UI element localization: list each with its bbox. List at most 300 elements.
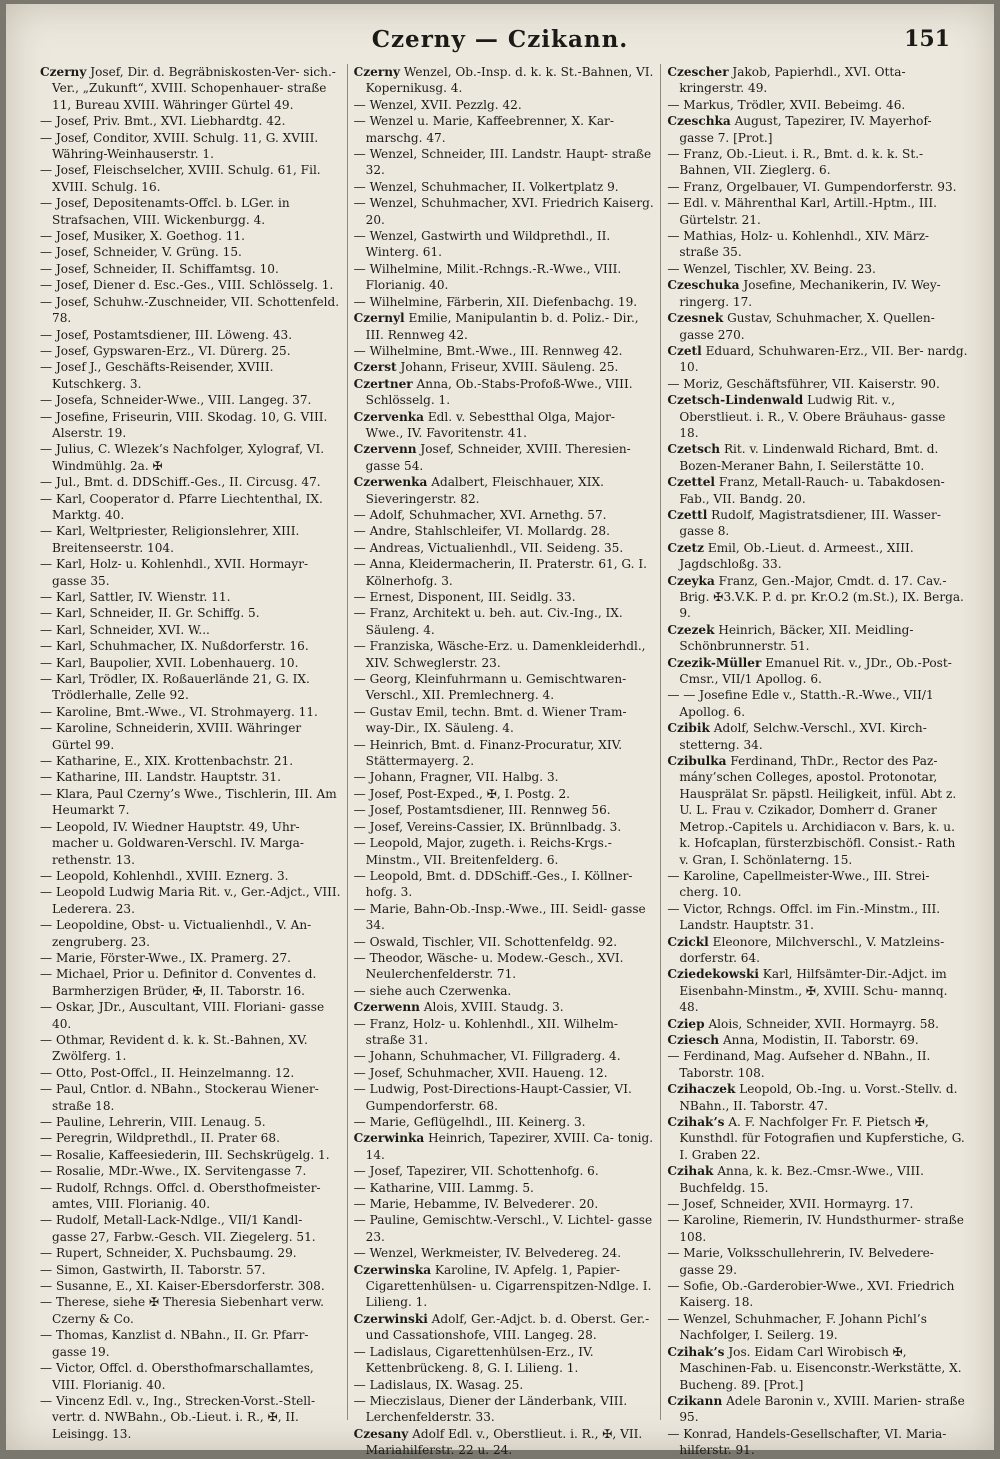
- entry-text: — Wenzel, Schuhmacher, XVI. Friedrich Kaiserg. 20.: [353, 196, 654, 227]
- directory-entry: [665, 113, 968, 146]
- entry-text: Karoline, IV. Apfelg. 1, Papier- Cigarettenhülsen- u. Cigarrenspitzen-Ndlge. I. Liliеng. 1.: [365, 1262, 652, 1310]
- entry-surname: Czettl: [667, 507, 708, 522]
- directory-entry: [665, 720, 968, 753]
- entry-text: — Markus, Trödler, XVII. Bebeimg. 46.: [667, 97, 906, 112]
- entry-text: — Leopold, Bmt. d. DDSchiff.-Ges., I. Köllner- hofg. 3.: [353, 868, 633, 900]
- directory-entry: [38, 1032, 341, 1065]
- directory-entry: [38, 819, 341, 868]
- entry-text: — Georg, Kleinfuhrmann u. Gemischtwaren- Verschl., XII. Premlechnerg. 4.: [353, 672, 627, 703]
- entry-text: — Ludwig, Post-Directions-Haupt-Cassier, VI. Gumpendorferstr. 68.: [353, 1082, 632, 1113]
- directory-entry: [665, 540, 968, 573]
- entry-text: — Josef, Schneider, XVII. Hormayrg. 17.: [667, 1197, 914, 1212]
- directory-entry: [352, 228, 655, 261]
- entry-text: — Heinrich, Bmt. d. Finanz-Procuratur, XIV. Stättermayerg. 2.: [353, 737, 623, 769]
- entry-surname: Czetl: [667, 343, 702, 358]
- entry-surname: Cziesch: [667, 1032, 720, 1047]
- directory-entry: [38, 884, 341, 917]
- directory-entry: [352, 1016, 655, 1049]
- directory-entry: [665, 1212, 968, 1245]
- directory-entry: [665, 1245, 968, 1278]
- directory-entry: [38, 720, 341, 753]
- entry-text: — Wenzel, Tischler, XV. Being. 23.: [667, 261, 876, 276]
- entry-surname: Czerwinska: [353, 1262, 432, 1277]
- entry-text: — Rosalie, Kaffeesiederin, III. Sechskrügelg. 1.: [40, 1147, 330, 1162]
- directory-entry: [38, 1114, 341, 1130]
- entry-text: — Konrad, Handels-Gesellschafter, VI. Maria- hilferstr. 91.: [667, 1426, 947, 1458]
- entry-text: Johann, Friseur, XVIII. Säuleng. 25.: [400, 360, 619, 375]
- entry-surname: Czeschuka: [667, 278, 740, 293]
- entry-text: — Josef, Priv. Bmt., XVI. Liebhardtg. 42.: [40, 114, 286, 129]
- directory-entry: [38, 1327, 341, 1360]
- directory-entry: [352, 868, 655, 901]
- entry-text: — Wilhelmine, Färberin, XII. Diefenbachg. 19.: [353, 294, 638, 309]
- entry-text: — Katharine, III. Landstr. Hauptstr. 31.: [40, 770, 281, 785]
- directory-entry: [38, 277, 341, 293]
- entry-text: Adalbert, Fleischhauer, XIX. Sieveringerstr. 82.: [365, 475, 604, 506]
- page-number: 151: [904, 26, 950, 52]
- entry-text: — Susanne, E., XI. Kaiser-Ebersdorferstr. 308.: [40, 1279, 325, 1294]
- entry-text: Alois, Schneider, XVII. Hormayrg. 58.: [708, 1016, 939, 1031]
- directory-entry: [665, 277, 968, 310]
- entry-surname: Czetsch: [667, 442, 721, 457]
- directory-entry: [38, 1212, 341, 1245]
- directory-entry: [38, 441, 341, 474]
- entry-surname: Czerny: [40, 65, 87, 79]
- directory-entry: [38, 244, 341, 260]
- directory-entry: [352, 261, 655, 294]
- directory-entry: [352, 1163, 655, 1179]
- directory-entry: [352, 64, 655, 97]
- directory-entry: [352, 671, 655, 704]
- directory-entry: [352, 999, 655, 1015]
- entry-text: — Josef J., Geschäfts-Reisender, XVIII. Kutschkerg. 3.: [40, 360, 274, 391]
- entry-text: — Karl, Weltpriester, Religionslehrer, XIII. Breitenseerstr. 104.: [40, 524, 300, 555]
- entry-surname: Czescher: [667, 65, 729, 79]
- directory-entry: [352, 310, 655, 343]
- entry-text: — Wilhelmine, Milit.-Rchngs.-R.-Wwe., VIII. Florianig. 40.: [353, 261, 622, 293]
- directory-entry: [38, 589, 341, 605]
- directory-entry: [665, 64, 968, 97]
- directory-entry: [665, 1163, 968, 1196]
- entry-text: Ludwig Rit. v., Oberstlieut. i. R., V. Obere Bräuhaus- gasse 18.: [679, 393, 946, 440]
- entry-text: — Victor, Offcl. d. Obersthofmarschallamtes, VIII. Florianig. 40.: [40, 1361, 314, 1392]
- directory-entry: [38, 1130, 341, 1146]
- entry-text: Josef, Dir. d. Begräbniskosten-Ver- sich.-Ver., „Zukunft“, XVIII. Schopenhauer- straße 11, Bureau XVIII. Währinger Gürtel 49.: [52, 65, 336, 112]
- entry-text: — Marie, Förster-Wwe., IX. Pramerg. 27.: [40, 950, 291, 965]
- entry-text: — Katharine, VIII. Lammg. 5.: [353, 1180, 534, 1195]
- directory-entry: [352, 294, 655, 310]
- entry-text: — Rupert, Schneider, X. Puchsbaumg. 29.: [40, 1246, 297, 1261]
- entry-text: Adolf Edl. v., Oberstlieut. i. R., ✠, VII. Mariahilferstr. 22 u. 24.: [365, 1426, 643, 1458]
- directory-entry: [352, 1426, 655, 1459]
- directory-entry: [665, 1016, 968, 1032]
- directory-entry: [665, 97, 968, 113]
- entry-text: — Thomas, Kanzlist d. NBahn., II. Gr. Pfarr- gasse 19.: [40, 1328, 309, 1359]
- directory-entry: [352, 1196, 655, 1212]
- entry-text: — — Josefine Edle v., Statth.-R.-Wwe., VII/1 Apollog. 6.: [667, 688, 934, 719]
- entry-surname: Czihak: [667, 1164, 714, 1179]
- entry-text: — Wenzel u. Marie, Kaffeebrenner, X. Kar- marschg. 47.: [353, 114, 614, 145]
- directory-entry: [665, 966, 968, 1015]
- entry-surname: Czettel: [667, 475, 715, 490]
- entry-text: — Ladislaus, IX. Wasag. 25.: [353, 1377, 524, 1392]
- entry-text: — Josef, Fleischselcher, XVIII. Schulg. 61, Fil. XVIII. Schulg. 16.: [40, 163, 321, 194]
- directory-entry: [352, 901, 655, 934]
- columns-container: [34, 64, 974, 1458]
- directory-entry: [352, 638, 655, 671]
- entry-surname: Czetz: [667, 540, 704, 555]
- directory-entry: [38, 130, 341, 163]
- entry-text: — Leopoldine, Obst- u. Victualienhdl., V. An- zengruberg. 23.: [40, 918, 312, 949]
- entry-text: — Karoline, Capellmeister-Wwe., III. Strei- cherg. 10.: [667, 868, 930, 900]
- entry-text: — Karoline, Riemerin, IV. Hundsthurmer- straße 108.: [667, 1213, 964, 1244]
- entry-text: — Karl, Sattler, IV. Wienstr. 11.: [40, 590, 231, 604]
- directory-entry: [665, 507, 968, 540]
- directory-entry: [38, 556, 341, 589]
- entry-text: — Franz, Architekt u. beh. aut. Civ.-Ing., IX. Säuleng. 4.: [353, 606, 623, 637]
- entry-text: — Karl, Baupolier, XVII. Lobenhauerg. 10.: [40, 655, 299, 670]
- entry-text: — Josef, Postamtsdiener, III. Rennweg 56.: [353, 803, 611, 818]
- directory-entry: [352, 195, 655, 228]
- entry-text: — Wenzel, Gastwirth und Wildprethdl., II. Winterg. 61.: [353, 229, 611, 260]
- entry-text: — Marie, Hebamme, IV. Belvederег. 20.: [353, 1197, 599, 1212]
- directory-entry: [38, 64, 341, 113]
- entry-text: — Josef, Diener d. Esc.-Ges., VIII. Schlösselg. 1.: [40, 278, 334, 293]
- directory-entry: [352, 474, 655, 507]
- entry-text: — Karoline, Schneiderin, XVIII. Währinger Gürtel 99.: [40, 721, 302, 752]
- entry-text: — Josef, Schneider, V. Grüng. 15.: [40, 245, 242, 260]
- directory-entry: [38, 409, 341, 442]
- directory-entry: [665, 1196, 968, 1212]
- entry-text: — Sofie, Ob.-Garderobier-Wwe., XVI. Friedrich Kaiserg. 18.: [667, 1279, 955, 1310]
- entry-text: — Josef, Schuhmacher, XVII. Haueng. 12.: [353, 1065, 608, 1080]
- directory-entry: [352, 1081, 655, 1114]
- directory-entry: [352, 1130, 655, 1163]
- entry-text: — Mathias, Holz- u. Kohlenhdl., XIV. März- straße 35.: [667, 229, 930, 260]
- entry-text: Adolf, Ger.-Adjct. b. d. Oberst. Ger.- und Cassationshofe, VIII. Langeg. 28.: [365, 1311, 650, 1343]
- entry-text: — Franz, Ob.-Lieut. i. R., Bmt. d. k. k. St.- Bahnen, VII. Zieglerg. 6.: [667, 147, 924, 178]
- directory-entry: [352, 934, 655, 950]
- entry-surname: Czerny: [353, 65, 401, 79]
- directory-entry: [665, 1393, 968, 1426]
- entry-text: — Karl, Trödler, IX. Roßauerlände 21, G. IX. Trödlerhalle, Zelle 92.: [40, 672, 310, 703]
- directory-entry: [38, 753, 341, 769]
- entry-text: — Oswald, Tischler, VII. Schottenfeldg. 92.: [353, 934, 618, 949]
- column-3: [661, 64, 974, 1458]
- entry-surname: Czeschka: [667, 114, 731, 129]
- directory-entry: [38, 655, 341, 671]
- directory-entry: [352, 523, 655, 539]
- directory-entry: [352, 1344, 655, 1377]
- entry-text: August, Tapezirer, IV. Mayerhof- gasse 7. [Prot.]: [679, 114, 932, 145]
- directory-entry: [38, 491, 341, 524]
- entry-text: — Josef, Depositenamts-Offcl. b. LGer. in Strafsachen, VIII. Wickenburgg. 4.: [40, 196, 290, 227]
- entry-text: Emanuel Rit. v., JDr., Ob.-Post-Cmsr., VII/1 Apollog. 6.: [679, 655, 952, 687]
- entry-text: — Vincenz Edl. v., Ing., Strecken-Vorst.-Stell- vertr. d. NWBahn., Ob.-Lieut. i. R., ✠, II. Leisingg. 13.: [40, 1393, 316, 1441]
- entry-text: — Victor, Rchngs. Offcl. im Fin.-Minstm., III. Landstr. Hauptstr. 31.: [667, 901, 941, 933]
- entry-text: — Andreas, Victualienhdl., VII. Seideng. 35.: [353, 540, 624, 555]
- entry-text: — Julius, C. Wlezek’s Nachfolger, Xylograf, VI. Windmühlg. 2a. ✠: [40, 442, 325, 473]
- entry-surname: Czezik-Müller: [667, 655, 762, 670]
- entry-text: — Franz, Holz- u. Kohlenhdl., XII. Wilhelm- straße 31.: [353, 1016, 619, 1047]
- entry-text: — Wenzel, Schuhmacher, II. Volkertplatz 9.: [353, 179, 619, 194]
- entry-text: — Anna, Kleidermacherin, II. Praterstr. 61, G. I. Kölnerhofg. 3.: [353, 557, 647, 588]
- entry-text: — Edl. v. Mährenthal Karl, Artill.-Hptm., III. Gürtelstr. 21.: [667, 196, 937, 227]
- entry-text: — Wenzel, Schneider, III. Landstr. Haupt- straße 32.: [353, 147, 652, 178]
- entry-text: Adele Baronin v., XVIII. Marien- straße 95.: [679, 1393, 965, 1425]
- entry-text: — Rosalie, MDr.-Wwe., IX. Servitengasse 7.: [40, 1164, 307, 1179]
- directory-entry: [38, 294, 341, 327]
- directory-entry: [352, 704, 655, 737]
- directory-entry: [665, 228, 968, 261]
- entry-text: — Therese, siehe ✠ Theresia Siebenhart verw. Czerny & Co.: [40, 1295, 325, 1326]
- directory-entry: [38, 917, 341, 950]
- directory-entry: [38, 638, 341, 654]
- entry-surname: Czesnek: [667, 311, 724, 326]
- entry-surname: Czezek: [667, 622, 715, 637]
- entry-text: — Josef, Postamtsdiener, III. Löweng. 43.: [40, 327, 293, 342]
- entry-surname: Czertner: [353, 376, 413, 391]
- directory-entry: [352, 802, 655, 818]
- entry-text: Alois, XVIII. Staudg. 3.: [423, 1000, 564, 1015]
- entry-text: A. F. Nachfolger Fr. F. Pietsch ✠, Kunsthdl. für Fotografien und Kupferstiche, G. I. Graben 22.: [679, 1115, 965, 1162]
- directory-entry: [665, 1278, 968, 1311]
- directory-entry: [352, 786, 655, 802]
- directory-entry: [352, 1114, 655, 1130]
- entry-text: — Leopold, IV. Wiedner Hauptstr. 49, Uhr- macher u. Goldwaren-Verschl. IV. Marga- rethenstr. 13.: [40, 819, 304, 867]
- directory-entry: [665, 1032, 968, 1048]
- directory-entry: [665, 195, 968, 228]
- entry-text: Eleonore, Milchverschl., V. Matzleins- dorferstr. 64.: [679, 934, 945, 965]
- entry-text: — Paul, Cntlor. d. NBahn., Stockerau Wiener- straße 18.: [40, 1082, 319, 1113]
- directory-entry: [665, 1114, 968, 1163]
- directory-entry: [665, 1344, 968, 1393]
- entry-text: — Leopold, Kohlenhdl., XVIII. Eznerg. 3.: [40, 868, 289, 883]
- entry-text: Leopold, Ob.-Ing. u. Vorst.-Stellv. d. NBahn., II. Taborstr. 47.: [679, 1082, 958, 1113]
- entry-text: — Josef, Tapezirer, VII. Schottenhofg. 6.: [353, 1164, 599, 1179]
- directory-entry: [352, 179, 655, 195]
- directory-entry: [352, 950, 655, 983]
- entry-text: — Michael, Prior u. Definitor d. Conventes d. Barmherzigen Brüder, ✠, II. Taborstr. 16.: [40, 967, 317, 998]
- entry-text: Ferdinand, ThDr., Rector des Paz- mány’schen Colleges, apostol. Protonotar, Hausprälat Sr. päpstl. Heiligkeit, infül. Abt z. U. L. Frau v. Czikador, Domherr d. Graner Metrop.-Capitels u. Archidiacon v. Bars, k. u. k. Hofcaplan, fürsterzbischöfl. Consist.- Rath v. Gran, I. Schönlaterng. 15.: [679, 754, 957, 867]
- entry-surname: Czickl: [667, 934, 709, 949]
- entry-text: — Andre, Stahlschleifer, VI. Mollardg. 28.: [353, 524, 610, 539]
- entry-text: Heinrich, Tapezirer, XVIII. Ca- tonig. 14.: [365, 1131, 654, 1162]
- entry-text: — Josef, Schuhw.-Zuschneider, VII. Schottenfeld. 78.: [40, 294, 340, 326]
- entry-text: Franz, Metall-Rauch- u. Tabakdosen- Fab., VII. Bandg. 20.: [679, 475, 945, 506]
- entry-text: — Josef, Post-Exped., ✠, I. Postg. 2.: [353, 786, 570, 801]
- directory-entry: [38, 671, 341, 704]
- directory-entry: [352, 737, 655, 770]
- entry-surname: Czerst: [353, 360, 397, 375]
- entry-text: — Marie, Geflügelhdl., III. Keinerg. 3.: [353, 1115, 586, 1129]
- directory-entry: [38, 228, 341, 244]
- entry-surname: Czerwinski: [353, 1311, 428, 1326]
- directory-entry: [665, 934, 968, 967]
- directory-entry: [352, 113, 655, 146]
- entry-text: — Ernest, Disponent, III. Seidlg. 33.: [353, 590, 576, 604]
- entry-text: — Josef, Vereins-Cassier, IX. Brünnlbadg. 3.: [353, 819, 622, 834]
- entry-surname: Czihak’s: [667, 1344, 725, 1359]
- directory-entry: [38, 966, 341, 999]
- entry-text: Emilie, Manipulantin b. d. Poliz.- Dir., III. Rennweg 42.: [365, 311, 639, 342]
- directory-entry: [352, 343, 655, 359]
- entry-text: Jos. Eidam Carl Wirobisch ✠, Maschinen-Fab. u. Eisenconstr.-Werkstätte, X. Bucheng. 89. [Prot.]: [679, 1344, 962, 1392]
- entry-surname: Czerwenka: [353, 475, 428, 490]
- entry-text: Franz, Gen.-Major, Cmdt. d. 17. Cav.- Brig. ✠3.V.K. P. d. pr. Kr.O.2 (m.St.), IX. Berga. 9.: [679, 573, 964, 621]
- entry-text: — Katharine, E., XIX. Krottenbachstr. 21.: [40, 754, 294, 769]
- entry-text: Gustav, Schuhmacher, X. Quellen- gasse 270.: [679, 311, 935, 342]
- entry-text: — Pauline, Gemischtw.-Verschl., V. Lichtel- gasse 23.: [353, 1213, 653, 1244]
- directory-entry: [38, 999, 341, 1032]
- directory-entry: [38, 1081, 341, 1114]
- entry-text: — Karl, Schuhmacher, IX. Nußdorferstr. 16.: [40, 639, 309, 654]
- directory-entry: [38, 622, 341, 638]
- entry-text: — Theodor, Wäsche- u. Modew.-Gesch., XVI. Neulerchenfelderstr. 71.: [353, 950, 624, 982]
- entry-text: — Othmar, Revident d. k. k. St.-Bahnen, XV. Zwölferg. 1.: [40, 1032, 308, 1064]
- directory-entry: [352, 97, 655, 113]
- directory-entry: [352, 1262, 655, 1311]
- entry-text: — Gustav Emil, techn. Bmt. d. Wiener Tram- way-Dir., IX. Säuleng. 4.: [353, 704, 627, 736]
- directory-entry: [38, 950, 341, 966]
- entry-text: — Johann, Schuhmacher, VI. Fillgraderg. 4.: [353, 1049, 621, 1064]
- entry-text: Anna, k. k. Bez.-Cmsr.-Wwe., VIII. Buchfeldg. 15.: [679, 1164, 924, 1195]
- directory-entry: [352, 605, 655, 638]
- directory-entry: [352, 835, 655, 868]
- entry-text: — Klara, Paul Czerny’s Wwe., Tischlerin, III. Am Heumarkt 7.: [40, 786, 337, 818]
- directory-entry: [352, 1048, 655, 1064]
- directory-entry: [38, 1294, 341, 1327]
- entry-text: — Peregrin, Wildprethdl., II. Prater 68.: [40, 1131, 280, 1146]
- entry-surname: Czetsch-Lindenwald: [667, 393, 804, 408]
- entry-text: — Rudolf, Metall-Lack-Ndlge., VII/1 Kandl- gasse 27, Farbw.-Gesch. VII. Ziegelerg. 51.: [40, 1213, 316, 1244]
- directory-entry: [665, 1081, 968, 1114]
- directory-entry: [352, 1065, 655, 1081]
- directory-entry: [665, 474, 968, 507]
- directory-entry: [352, 359, 655, 375]
- entry-surname: Czerwenn: [353, 1000, 420, 1015]
- entry-text: Eduard, Schuhwaren-Erz., VII. Ber- nardg. 10.: [679, 343, 968, 375]
- entry-surname: Czesany: [353, 1426, 409, 1441]
- entry-text: — Josef, Schneider, II. Schiffamtsg. 10.: [40, 261, 279, 276]
- entry-text: — Moriz, Geschäftsführer, VII. Kaiserstr. 90.: [667, 376, 940, 391]
- directory-entry: [665, 376, 968, 392]
- entry-surname: Czeyka: [667, 573, 715, 588]
- directory-entry: [665, 1311, 968, 1344]
- directory-entry: [665, 868, 968, 901]
- directory-entry: [352, 540, 655, 556]
- entry-text: — Simon, Gastwirth, II. Taborstr. 57.: [40, 1262, 266, 1277]
- entry-text: Wenzel, Ob.-Insp. d. k. k. St.-Bahnen, VI. Kopernikusg. 4.: [365, 65, 654, 96]
- entry-text: Emil, Ob.-Lieut. d. Armeest., XIII. Jagdschloßg. 33.: [679, 540, 914, 572]
- entry-text: — Adolf, Schuhmacher, XVI. Arnethg. 57.: [353, 507, 607, 522]
- directory-entry: [38, 392, 341, 408]
- entry-text: — Jul., Bmt. d. DDSchiff.-Ges., II. Circusg. 47.: [40, 475, 321, 490]
- directory-entry: [38, 1393, 341, 1442]
- column-2: [348, 64, 662, 1458]
- directory-entry: [38, 1180, 341, 1213]
- directory-entry: [352, 819, 655, 835]
- entry-text: — Leopold, Major, zugeth. i. Reichs-Krgs.- Minstm., VII. Breitenfelderg. 6.: [353, 836, 612, 867]
- directory-entry: [665, 622, 968, 655]
- entry-text: — Wenzel, Werkmeister, IV. Belvedereg. 24.: [353, 1246, 622, 1261]
- entry-text: — siehe auch Czerwenka.: [353, 983, 512, 998]
- directory-page: [6, 4, 994, 1458]
- directory-entry: [352, 983, 655, 999]
- entry-text: Anna, Modistin, II. Taborstr. 69.: [722, 1032, 919, 1047]
- entry-text: Josefine, Mechanikerin, IV. Wey- ringerg. 17.: [679, 278, 941, 309]
- directory-entry: [352, 1377, 655, 1393]
- entry-text: — Karl, Cooperator d. Pfarre Liechtenthal, IX. Marktg. 40.: [40, 491, 323, 522]
- entry-text: — Josef, Gypswaren-Erz., VI. Dürerg. 25.: [40, 343, 291, 358]
- entry-text: — Marie, Bahn-Ob.-Insp.-Wwe., III. Seidl- gasse 34.: [353, 901, 646, 933]
- column-1: [34, 64, 348, 1441]
- directory-entry: [352, 441, 655, 474]
- entry-text: — Karl, Schneider, XVI. W...: [40, 622, 210, 637]
- directory-entry: [665, 573, 968, 622]
- entry-surname: Czerwinka: [353, 1131, 425, 1146]
- entry-text: — Josef, Conditor, XVIII. Schulg. 11, G. XVIII. Währing-Weinhauserstr. 1.: [40, 130, 319, 162]
- directory-entry: [352, 556, 655, 589]
- entry-text: — Rudolf, Rchngs. Offcl. d. Obersthofmeister- amtes, VIII. Florianig. 40.: [40, 1180, 321, 1212]
- entry-text: — Wenzel, Schuhmacher, F. Johann Pichl’s Nachfolger, I. Seilerg. 19.: [667, 1311, 927, 1343]
- entry-text: — Ladislaus, Cigarettenhülsen-Erz., IV. Kettenbrückeng. 8, G. I. Liliеng. 1.: [353, 1344, 594, 1376]
- directory-entry: [38, 523, 341, 556]
- entry-text: — Mieczislaus, Diener der Länderbank, VIII. Lerchenfelderstr. 33.: [353, 1393, 628, 1425]
- directory-entry: [665, 261, 968, 277]
- directory-entry: [665, 441, 968, 474]
- entry-text: — Leopold Ludwig Maria Rit. v., Ger.-Adjct., VIII. Lederera. 23.: [40, 885, 341, 916]
- entry-text: — Franziska, Wäsche-Erz. u. Damenkleiderhdl., XIV. Schweglerstr. 23.: [353, 639, 646, 670]
- entry-text: Jakob, Papierhdl., XVI. Otta- kringerstr. 49.: [679, 65, 906, 96]
- entry-text: — Oskar, JDr., Auscultant, VIII. Floriani- gasse 40.: [40, 1000, 325, 1031]
- entry-text: Heinrich, Bäcker, XII. Meidling- Schönbrunnerstr. 51.: [679, 622, 914, 654]
- directory-entry: [38, 1065, 341, 1081]
- entry-surname: Czernyl: [353, 311, 405, 326]
- entry-text: Edl. v. Sebestthal Olga, Major- Wwe., IV. Favoritenstr. 41.: [365, 409, 615, 440]
- directory-entry: [665, 655, 968, 688]
- entry-text: — Marie, Volksschullehrerin, IV. Belvedere- gasse 29.: [667, 1246, 934, 1277]
- directory-entry: [38, 1163, 341, 1179]
- entry-text: Josef, Schneider, XVIII. Theresien- gasse 54.: [365, 442, 631, 473]
- directory-entry: [38, 605, 341, 621]
- directory-entry: [352, 376, 655, 409]
- directory-entry: [38, 261, 341, 277]
- entry-text: Karl, Hilfsämter-Dir.-Adjct. im Eisenbahn-Minstm., ✠, XVIII. Schu- mannq. 48.: [679, 967, 948, 1015]
- page-title: Czerny — Czikann.: [371, 26, 629, 53]
- directory-entry: [38, 327, 341, 343]
- directory-entry: [38, 1245, 341, 1261]
- entry-text: — Wilhelmine, Bmt.-Wwe., III. Rennweg 42.: [353, 343, 623, 358]
- directory-entry: [665, 901, 968, 934]
- page-header: [36, 20, 964, 60]
- directory-entry: [352, 1180, 655, 1196]
- directory-entry: [38, 343, 341, 359]
- directory-entry: [665, 1048, 968, 1081]
- entry-text: — Johann, Fragner, VII. Halbg. 3.: [353, 770, 559, 785]
- directory-entry: [352, 146, 655, 179]
- directory-entry: [352, 409, 655, 442]
- directory-entry: [38, 1262, 341, 1278]
- entry-text: — Otto, Post-Offcl., II. Heinzelmanng. 12.: [40, 1065, 295, 1080]
- entry-surname: Czikann: [667, 1393, 723, 1408]
- entry-surname: Cziedekowski: [667, 967, 759, 982]
- entry-surname: Czibik: [667, 721, 710, 736]
- directory-entry: [352, 1212, 655, 1245]
- entry-text: Rit. v. Lindenwald Richard, Bmt. d. Bozen-Meraner Bahn, I. Seilerstätte 10.: [679, 442, 939, 473]
- entry-text: Adolf, Selchw.-Verschl., XVI. Kirch- stetterng. 34.: [679, 721, 927, 752]
- directory-entry: [38, 113, 341, 129]
